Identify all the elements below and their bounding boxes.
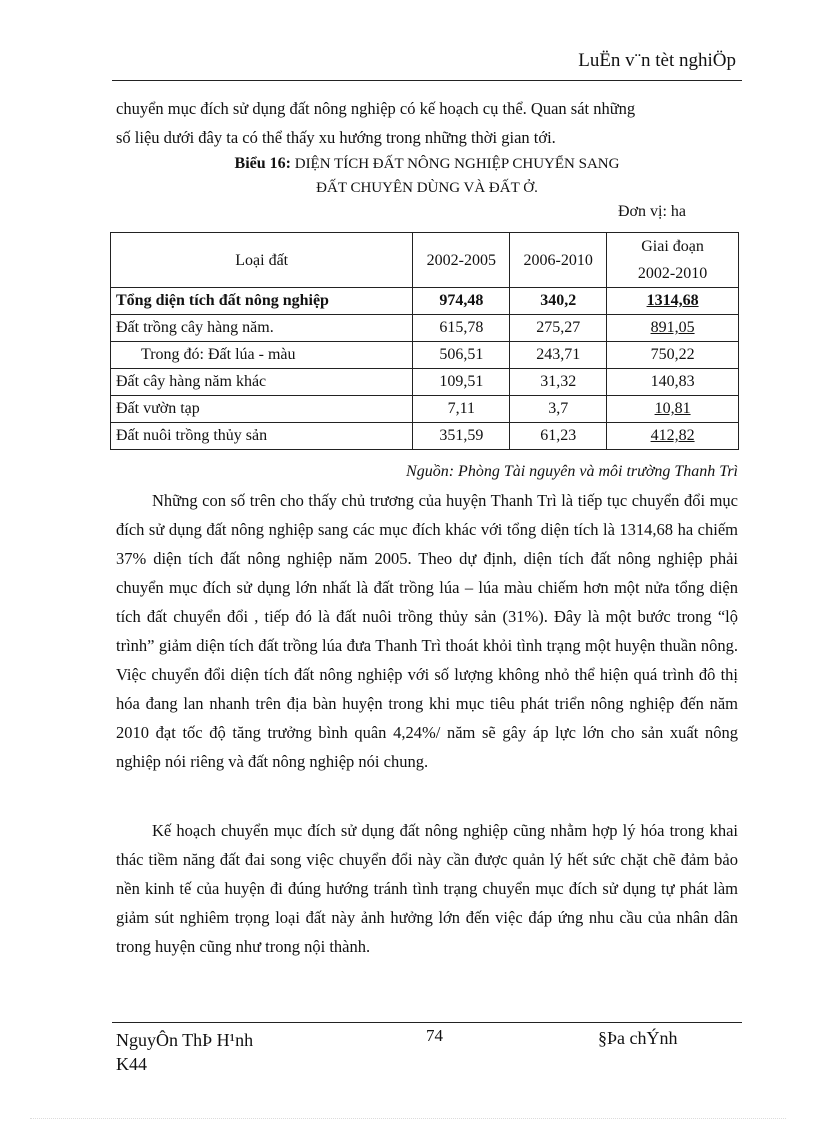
cell-2006-2010: 31,32 (510, 369, 607, 396)
body-paragraph-2: Kế hoạch chuyển mục đích sử dụng đất nông nghiệp cũng nhằm hợp lý hóa trong khai thác tiềm năng đất đai song việc chuyển đổi này cần được quản lý hết sức chặt chẽ đảm bảo nền kinh tế của huyện đi đúng hướng tránh tình trạng chuyển mục đích sử dụng tự phát làm giảm sút nghiêm trọng loại đất này ảnh hưởng lớn đến việc đáp ứng nhu cầu của nhân dân trong huyện cũng như trong nội thành. (116, 821, 738, 956)
cell-2006-2010: 3,7 (510, 396, 607, 423)
page-edge-dotted-line (30, 1118, 786, 1119)
table-row (111, 288, 739, 315)
row-label: Tổng diện tích đất nông nghiệp (111, 288, 413, 315)
header-2006-2010: 2006-2010 (510, 233, 607, 288)
header-period (607, 233, 739, 288)
page-number: 74 (426, 1026, 443, 1045)
cell-2006-2010: 61,23 (510, 423, 607, 450)
table-header-row (111, 233, 739, 288)
row-label: Đất nuôi trồng thủy sản (111, 423, 413, 450)
caption-line-2: ĐẤT CHUYÊN DÙNG VÀ ĐẤT Ở. (316, 180, 538, 196)
header-2002-2005: 2002-2005 (413, 233, 510, 288)
row-label: Trong đó: Đất lúa - màu (111, 342, 413, 369)
cell-total (607, 396, 739, 423)
footer-department: §Þa chÝnh (598, 1028, 678, 1048)
caption-line-1 (116, 152, 738, 176)
table-row (111, 423, 739, 450)
cell-total-value: 891,05 (650, 319, 695, 336)
caption-label: Biểu 16: (234, 155, 291, 172)
header-land-type: Loại đất (111, 233, 413, 288)
cell-total: 140,83 (607, 369, 739, 396)
header-rule (112, 80, 742, 81)
intro-line-2: số liệu dưới đây ta có thể thấy xu hướng trong những thời gian tới. (116, 128, 556, 147)
cell-total-value: 412,82 (650, 427, 695, 444)
table-source: Nguồn: Phòng Tài nguyên và môi trường Thanh Trì (406, 463, 738, 480)
cell-total (607, 315, 739, 342)
table-caption (116, 152, 738, 200)
table-row (111, 342, 739, 369)
cell-total: 750,22 (607, 342, 739, 369)
land-conversion-table (110, 232, 739, 450)
footer-class: K44 (116, 1054, 147, 1074)
row-label: Đất trồng cây hàng năm. (111, 315, 413, 342)
header-period-line-2: 2002-2010 (637, 265, 708, 282)
cell-2006-2010: 275,27 (510, 315, 607, 342)
cell-2002-2005: 974,48 (413, 288, 510, 315)
unit-label: Đơn vị: ha (618, 203, 687, 220)
cell-2002-2005: 351,59 (413, 423, 510, 450)
cell-total (607, 288, 739, 315)
table-row (111, 369, 739, 396)
footer-author-block (116, 1028, 253, 1076)
cell-total-value: 1314,68 (646, 292, 699, 309)
row-label: Đất vườn tạp (111, 396, 413, 423)
table-row (111, 396, 739, 423)
cell-2002-2005: 615,78 (413, 315, 510, 342)
cell-total-value: 10,81 (654, 400, 691, 417)
table-row (111, 315, 739, 342)
header-period-line-1: Giai đoạn (641, 238, 704, 255)
intro-line-1: chuyển mục đích sử dụng đất nông nghiệp có kế hoạch cụ thể. Quan sát những (116, 99, 636, 118)
cell-2002-2005: 7,11 (413, 396, 510, 423)
caption-title-1: DIỆN TÍCH ĐẤT NÔNG NGHIỆP CHUYỂN SANG (290, 156, 620, 172)
footer-rule (112, 1022, 742, 1023)
cell-2002-2005: 109,51 (413, 369, 510, 396)
footer-author: NguyÔn ThÞ H¹nh (116, 1030, 254, 1050)
intro-paragraph (116, 94, 738, 152)
row-label: Đất cây hàng năm khác (111, 369, 413, 396)
cell-2006-2010: 243,71 (510, 342, 607, 369)
cell-2006-2010: 340,2 (510, 288, 607, 315)
cell-2002-2005: 506,51 (413, 342, 510, 369)
body-paragraph-1: Những con số trên cho thấy chủ trương của huyện Thanh Trì là tiếp tục chuyển đổi mục đích sử dụng đất nông nghiệp sang các mục đích khác với tổng diện tích là 1314,68 ha chiếm 37% diện tích đất nông nghiệp năm 2005. Theo dự định, diện tích đất nông nghiệp phải chuyển mục đích sử dụng lớn nhất là đất trồng lúa – lúa màu chiếm hơn một nửa tổng diện tích đất chuyển đổi , tiếp đó là đất nuôi trồng thủy sản (31%). Đây là một bước trong “lộ trình” giảm diện tích đất trồng lúa đưa Thanh Trì thoát khỏi tình trạng một huyện thuần nông. Việc chuyển đổi diện tích đất nông nghiệp với số lượng không nhỏ thể hiện quá trình đô thị hóa đang lan nhanh trên địa bàn huyện trong khi mục tiêu phát triển nông nghiệp đến năm 2010 đạt tốc độ tăng trưởng bình quân 4,24%/ năm sẽ gây áp lực lớn cho sản xuất nông nghiệp nói riêng và đất nông nghiệp nói chung. (116, 491, 738, 771)
cell-total (607, 423, 739, 450)
header-title: LuËn v¨n tèt nghiÖp (578, 50, 736, 71)
